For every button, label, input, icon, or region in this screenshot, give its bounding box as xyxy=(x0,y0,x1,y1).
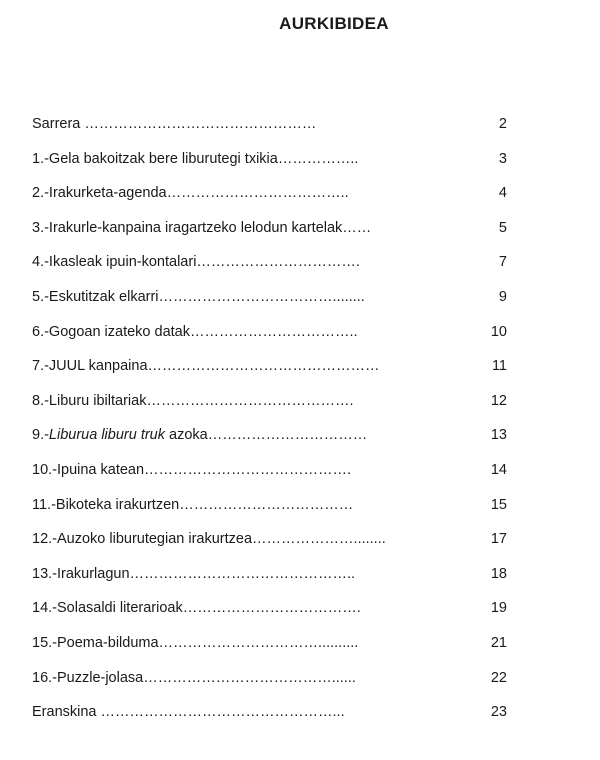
toc-entry-page-number: 2 xyxy=(498,116,507,132)
toc-entry-page-number: 15 xyxy=(490,496,507,513)
toc-entry-page-number: 14 xyxy=(490,461,507,478)
toc-entry-label-suffix: azoka…………………………… xyxy=(165,427,368,444)
toc-entry-label: 11.-Bikoteka irakurtzen……………………………… xyxy=(32,496,354,513)
toc-entry-13 xyxy=(32,563,512,598)
toc-entry-page-number: 12 xyxy=(490,392,507,409)
toc-entry-label: 10.-Ipuina katean……………………………………. xyxy=(32,461,352,478)
toc-entry-page-number: 11 xyxy=(491,358,507,375)
toc-entry-2 xyxy=(32,182,512,217)
toc-entry-10 xyxy=(32,459,512,494)
toc-entry-sarrera xyxy=(32,113,512,148)
toc-entry-5 xyxy=(32,286,512,321)
toc-entry-label: 15.-Poema-bilduma…………………………….......... xyxy=(32,634,359,651)
toc-entry-label-italic: Liburua liburu truk xyxy=(48,427,165,444)
toc-entry-page-number: 17 xyxy=(490,531,507,548)
toc-entry-7 xyxy=(32,355,512,390)
toc-entry-page-number: 21 xyxy=(490,634,507,651)
toc-entry-label xyxy=(32,424,452,446)
toc-entry-label: 1.-Gela bakoitzak bere liburutegi txikia…………….. xyxy=(32,150,359,167)
table-of-contents xyxy=(32,113,512,736)
toc-entry-label: Eranskina …………………………………………... xyxy=(32,704,345,721)
toc-entry-page-number: 5 xyxy=(498,219,507,236)
toc-entry-11 xyxy=(32,494,512,529)
toc-entry-label: 13.-Irakurlagun……………………………………….. xyxy=(32,565,356,582)
toc-entry-page-number: 9 xyxy=(498,288,507,305)
page-title: AURKIBIDEA xyxy=(279,14,389,33)
toc-entry-page-number: 13 xyxy=(490,427,507,444)
toc-entry-3 xyxy=(32,217,512,252)
toc-entry-label: 16.-Puzzle-jolasa…………………………………...... xyxy=(32,669,356,686)
toc-entry-label: 5.-Eskutitzak elkarri………………………………........ xyxy=(32,288,365,305)
toc-entry-label: 14.-Solasaldi literarioak………………………………. xyxy=(32,600,361,617)
toc-entry-12 xyxy=(32,528,512,563)
toc-entry-4 xyxy=(32,251,512,286)
toc-entry-page-number: 4 xyxy=(498,185,507,202)
toc-entry-label: 8.-Liburu ibiltariak……………………………………. xyxy=(32,392,354,409)
toc-entry-9 xyxy=(32,424,512,459)
toc-entry-6 xyxy=(32,321,512,356)
toc-entry-page-number: 10 xyxy=(490,323,507,340)
toc-entry-15 xyxy=(32,632,512,667)
toc-entry-label: Sarrera ………………………………………… xyxy=(32,116,317,132)
toc-entry-label: 2.-Irakurketa-agenda……………………………….. xyxy=(32,185,349,202)
toc-entry-page-number: 22 xyxy=(490,669,507,686)
toc-entry-label: 3.-Irakurle-kanpaina iragartzeko lelodun kartelak…… xyxy=(32,219,372,236)
toc-entry-8 xyxy=(32,390,512,425)
toc-entry-page-number: 19 xyxy=(490,600,507,617)
toc-entry-page-number: 7 xyxy=(498,254,507,271)
toc-entry-label: 7.-JUUL kanpaina………………………………………… xyxy=(32,358,380,375)
toc-entry-label: 6.-Gogoan izateko datak…………………………….. xyxy=(32,323,358,340)
toc-entry-label: 4.-Ikasleak ipuin-kontalari……………………………. xyxy=(32,254,360,271)
toc-entry-page-number: 23 xyxy=(490,704,507,721)
toc-entry-14 xyxy=(32,597,512,632)
toc-entry-eranskina xyxy=(32,701,512,736)
toc-entry-label: 12.-Auzoko liburutegian irakurtzea…………………........ xyxy=(32,531,386,548)
toc-entry-16 xyxy=(32,667,512,702)
toc-entry-1 xyxy=(32,148,512,183)
toc-entry-page-number: 3 xyxy=(498,150,507,167)
toc-entry-label-prefix: 9.- xyxy=(32,427,49,444)
toc-entry-page-number: 18 xyxy=(490,565,507,582)
